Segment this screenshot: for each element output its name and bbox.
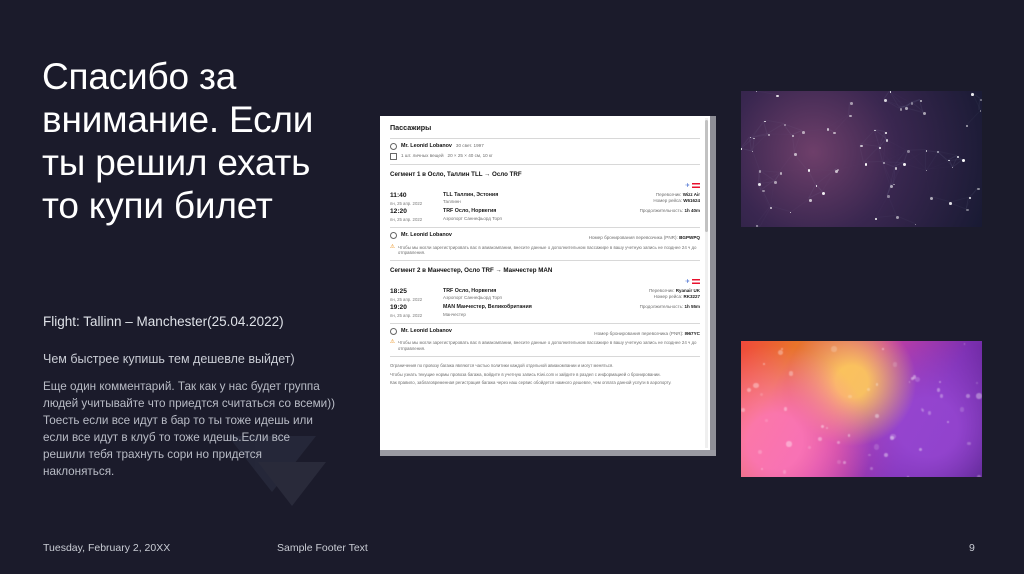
baggage-notes <box>390 363 700 386</box>
flight-leg <box>390 208 700 223</box>
divider <box>390 138 700 139</box>
flight-leg <box>390 288 700 303</box>
leg-detail-2: Номер рейса: W61624 <box>653 197 700 203</box>
person-icon <box>390 143 397 150</box>
pnr-row <box>390 232 700 241</box>
footer-text: Sample Footer Text <box>277 542 368 554</box>
leg-date: пн, 25 апр. 2022 <box>390 313 423 319</box>
flight-leg <box>390 192 700 207</box>
footer-page-number: 9 <box>969 542 975 554</box>
leg-date: пн, 25 апр. 2022 <box>390 200 423 206</box>
checkin-warning <box>390 340 700 351</box>
leg-time: 18:25 <box>390 287 407 295</box>
pnr-label-value: Номер бронирования перевозчика (PNR): BGPWPQ <box>588 235 700 241</box>
leg-date: пн, 25 апр. 2022 <box>390 217 423 223</box>
divider <box>390 356 700 357</box>
leg-time: 19:20 <box>390 304 407 312</box>
leg-place: TRF Осло, Норвегия <box>443 287 497 294</box>
segment-title: Сегмент 2 в Манчестер, Осло TRF → Манчестер MAN <box>390 266 553 274</box>
divider <box>390 164 700 165</box>
pnr-row <box>390 328 700 337</box>
leg-sub: Аэропорт Саннефьорд Торп <box>443 294 502 300</box>
flag-icon <box>692 279 700 284</box>
warning-icon: ⚠ <box>390 339 395 346</box>
pnr-passenger: Mr. Leonid Lobanov <box>401 232 452 239</box>
checkin-warning-text: Чтобы мы могли зарегистрировать вас в авиакомпании, внесите данные о дополнительном пассажире в вашу учетную запись не позднее 24 ч до отправления. <box>397 244 697 256</box>
passenger-meta: 30 свет. 1997 <box>455 143 484 149</box>
pnr-passenger: Mr. Leonid Lobanov <box>401 328 452 335</box>
flag-icon <box>692 183 700 188</box>
airline-logo-row <box>390 279 700 286</box>
divider <box>390 227 700 228</box>
baggage-row <box>390 153 700 160</box>
airline-logo-row <box>390 183 700 190</box>
passengers-heading: Пассажиры <box>390 123 432 132</box>
passenger-row <box>390 143 700 150</box>
bag-icon <box>390 153 397 160</box>
leg-time: 12:20 <box>390 208 407 216</box>
baggage-label: 1 шт. личных вещей <box>401 153 444 159</box>
price-note: Чем быстрее купишь тем дешевле выйдет) <box>43 352 295 366</box>
segment-title: Сегмент 1 в Осло, Таллин TLL → Осло TRF <box>390 171 522 179</box>
page-title: Спасибо за внимание. Если ты решил ехать то купи билет <box>42 56 314 226</box>
leg-sub: Таллинн <box>443 198 461 204</box>
flight-subtitle: Flight: Tallinn – Manchester(25.04.2022) <box>43 314 284 329</box>
ticket-screenshot <box>380 116 710 450</box>
baggage-meta: 20 × 25 × 40 см, 10 кг <box>447 153 493 159</box>
body-comment: Еще один комментарий. Так как у нас будет группа людей учитывайте что приедтся считаться со всеми)) Тоесть если все идут в бар то ты тоже идешь или если все идут в клуб то тоже идешь.Если все решили тебя трахнуть сори но придется наклоняться. <box>43 380 335 478</box>
leg-detail-1: Продолжительность: 1h 55m <box>639 304 700 310</box>
checkin-warning-text: Чтобы мы могли зарегистрировать вас в авиакомпании, внесите данные о дополнительном пассажире в вашу учетную запись не позднее 24 ч до отправления. <box>397 340 697 352</box>
baggage-note: Как правило, заблаговременная регистрация багажа через наш сервис обойдется намного дешевле, чем оплата данной услуги в аэропорту. <box>390 380 672 386</box>
leg-detail-1: Продолжительность: 1h 40m <box>639 208 700 214</box>
leg-place: MAN Манчестер, Великобритания <box>443 304 532 311</box>
leg-detail-1: Перевозчик: Ryanair UK <box>648 287 700 293</box>
passenger-name: Mr. Leonid Lobanov <box>401 142 452 149</box>
person-icon <box>390 328 397 335</box>
baggage-note: Ограничения по провозу багажа являются частью политики каждой отдельной авиакомпании и могут меняться. <box>390 362 614 368</box>
leg-detail-1: Перевозчик: Wizz Air <box>655 191 700 197</box>
leg-date: пн, 25 апр. 2022 <box>390 296 423 302</box>
network-image <box>741 91 982 227</box>
bokeh-image <box>741 341 982 477</box>
baggage-note: Чтобы узнать текущие нормы провоза багажа, войдите в учетную запись Kiwi.com и зайдите в раздел с информацией о бронировании. <box>390 371 661 377</box>
leg-place: TRF Осло, Норвегия <box>443 208 497 215</box>
scrollbar-thumb[interactable] <box>705 120 708 232</box>
divider <box>390 323 700 324</box>
leg-sub: Аэропорт Саннефьорд Торп <box>443 215 502 221</box>
footer-date: Tuesday, February 2, 20XX <box>43 542 171 554</box>
checkin-warning <box>390 245 700 256</box>
leg-detail-2: Номер рейса: RK3227 <box>653 293 700 299</box>
plane-icon: ✈ <box>685 279 690 286</box>
leg-place: TLL Таллин, Эстония <box>443 191 499 198</box>
pnr-label-value: Номер бронирования перевозчика (PNR): I967YC <box>594 331 700 337</box>
flight-leg <box>390 304 700 319</box>
plane-icon: ✈ <box>685 183 690 190</box>
warning-icon: ⚠ <box>390 243 395 250</box>
leg-time: 11:40 <box>390 191 407 199</box>
leg-sub: Манчестер <box>443 311 466 317</box>
person-icon <box>390 232 397 239</box>
ticket-screenshot-bottom-bar <box>380 450 716 456</box>
divider <box>390 260 700 261</box>
